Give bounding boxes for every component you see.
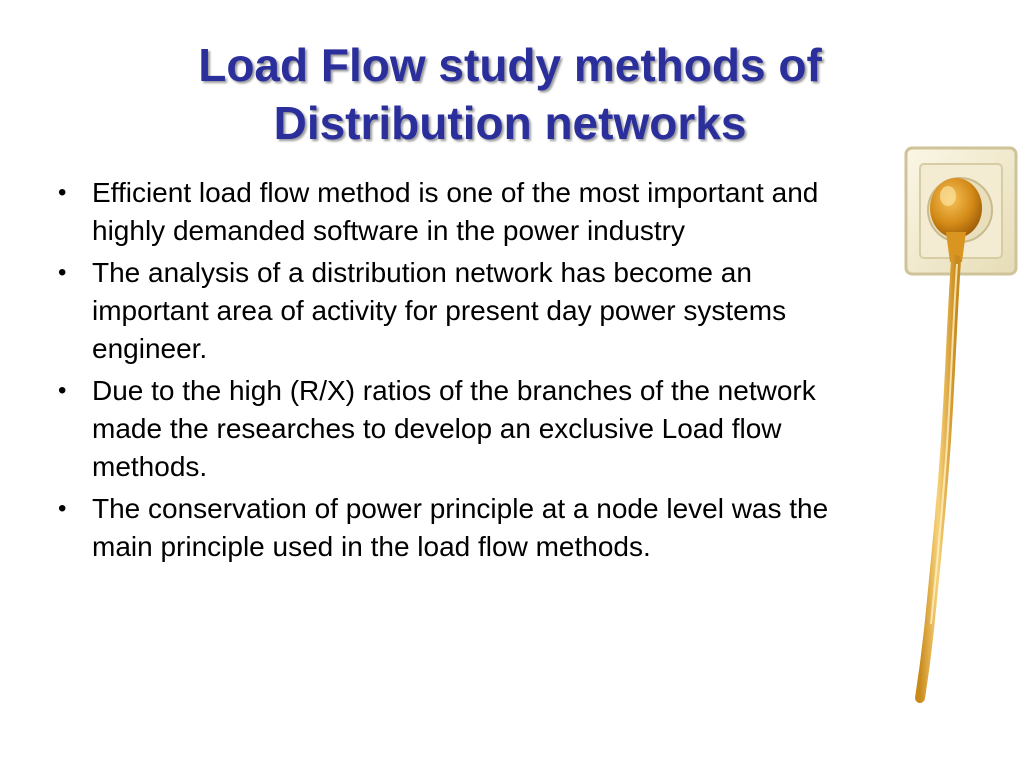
bullet-text: Due to the high (R/X) ratios of the branches of the network made the researches to develop an exclusive Load flow methods. — [92, 375, 816, 482]
power-plug-in-socket-icon — [890, 140, 1024, 710]
bullet-text: The conservation of power principle at a node level was the main principle used in the load flow methods. — [92, 493, 829, 562]
slide-title — [80, 36, 940, 152]
power-cord — [920, 260, 956, 698]
bullet-icon: • — [58, 179, 67, 206]
bullet-item — [52, 254, 862, 368]
bullet-item — [52, 490, 862, 566]
slide-title-line-1: Load Flow study methods of — [198, 39, 822, 91]
bullet-list — [52, 174, 862, 570]
bullet-item — [52, 174, 862, 250]
bullet-icon: • — [58, 259, 67, 286]
plug-highlight — [940, 186, 956, 206]
bullet-item — [52, 372, 862, 486]
plug-head — [930, 178, 982, 238]
bullet-icon: • — [58, 495, 67, 522]
bullet-icon: • — [58, 377, 67, 404]
bullet-text: Efficient load flow method is one of the most important and highly demanded software in the power industry — [92, 177, 819, 246]
slide-title-line-2: Distribution networks — [273, 97, 747, 149]
bullet-text: The analysis of a distribution network has become an important area of activity for present day power systems engineer. — [92, 257, 787, 364]
